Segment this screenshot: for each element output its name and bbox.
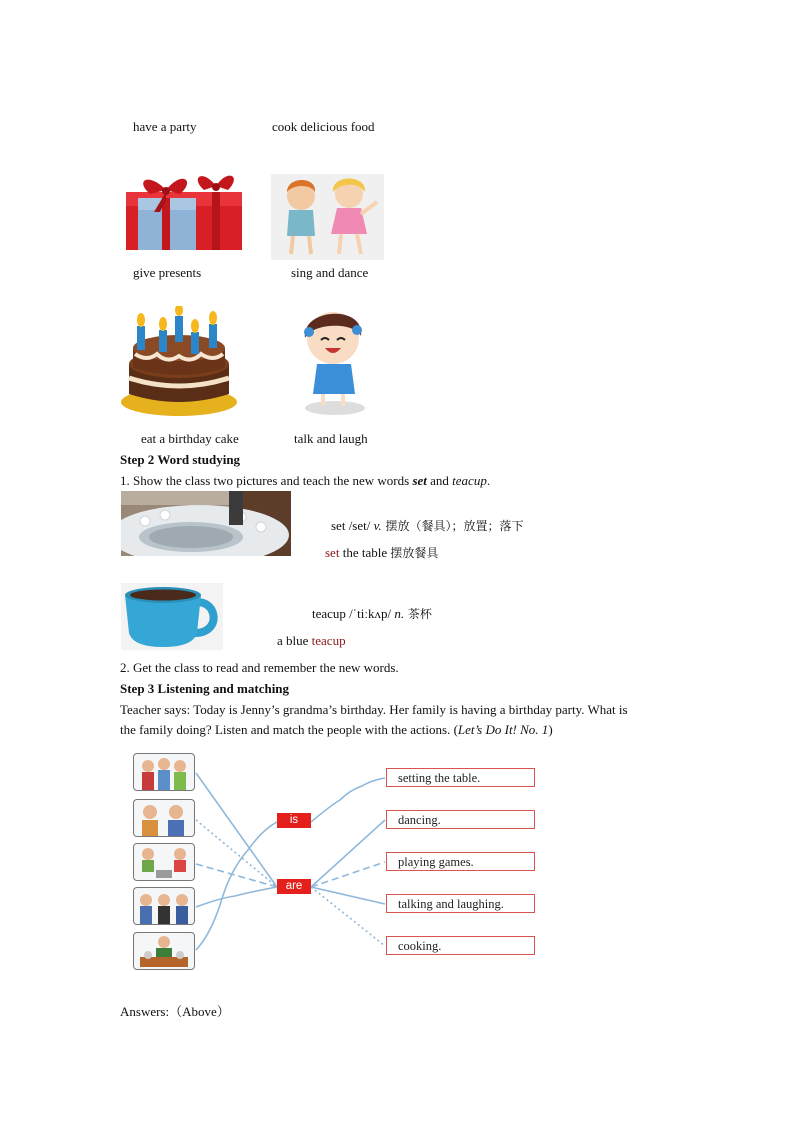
action-box-1: setting the table. — [386, 768, 535, 787]
label-eat-a-birthday-cake: eat a birthday cake — [141, 431, 239, 446]
label-cook-delicious-food: cook delicious food — [272, 119, 375, 134]
match-line-8 — [311, 862, 385, 887]
action-box-5: cooking. — [386, 936, 535, 955]
label-sing-and-dance: sing and dance — [291, 265, 369, 280]
label-talk-and-laugh: talk and laugh — [294, 431, 368, 446]
action-box-4: talking and laughing. — [386, 894, 535, 913]
set-definition: set /set/ v. 摆放（餐具）；放置；落下 — [331, 518, 524, 533]
step2-instruction-2: 2. Get the class to read and remember the new words. — [120, 660, 399, 675]
step2-instruction-1: 1. Show the class two pictures and teach the new words set and teacup. — [120, 473, 491, 488]
step3-heading: Step 3 Listening and matching — [120, 681, 290, 696]
match-line-5 — [196, 822, 277, 950]
people-picture-3 — [133, 843, 195, 881]
answers-line: Answers:（Above） — [120, 1004, 230, 1019]
match-line-3 — [196, 864, 277, 887]
people-picture-5 — [133, 932, 195, 970]
action-box-3: playing games. — [386, 852, 535, 871]
label-give-presents: give presents — [133, 265, 202, 280]
teacup-definition: teacup /ˈtiːkʌp/ n. 茶杯 — [312, 606, 432, 621]
step3-paragraph-line1: Teacher says: Today is Jenny’s grandma’s birthday. Her family is having a birthday party. What is — [120, 702, 628, 717]
set-the-table-phrase: set the table 摆放餐具 — [325, 545, 439, 560]
match-line-4 — [196, 887, 277, 907]
match-line-6 — [311, 778, 385, 822]
people-picture-1 — [133, 753, 195, 791]
step3-paragraph-line2: the family doing? Listen and match the people with the actions. (Let’s Do It! No. 1) — [120, 722, 553, 737]
action-box-2: dancing. — [386, 810, 535, 829]
label-have-a-party: have a party — [133, 119, 197, 134]
a-blue-teacup-phrase: a blue teacup — [277, 633, 346, 648]
people-picture-4 — [133, 887, 195, 925]
people-picture-2 — [133, 799, 195, 837]
match-line-9 — [311, 887, 385, 904]
connector-is: is — [277, 813, 311, 828]
step2-heading: Step 2 Word studying — [120, 452, 241, 467]
connector-are: are — [277, 879, 311, 894]
match-line-7 — [311, 820, 385, 887]
